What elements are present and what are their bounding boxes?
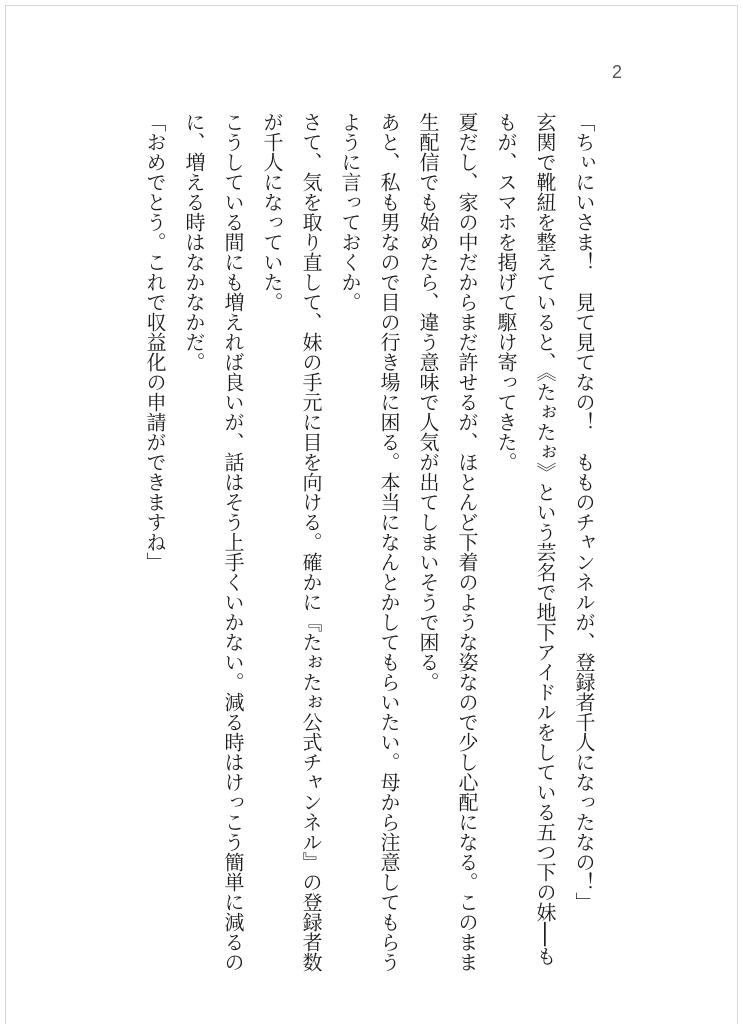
paragraph-4: あと、私も男なので目の行き場に困る。本当になんとかしてもらいたい。母から注意してもらうように言っておくか。 <box>338 112 401 972</box>
paragraph-5: さて、気を取り直して、妹の手元に目を向ける。確かに『たぉたぉ公式チャンネル』の登録者数が千人になっていた。 <box>260 112 323 972</box>
paragraph-6: こうしている間にも増えれば良いが、話はそう上手くいかない。減る時はけっこう簡単に減るのに、増える時はなかなかだ。 <box>182 112 245 972</box>
document-page <box>5 5 738 1024</box>
vertical-body-text <box>135 112 603 972</box>
paragraph-1: 「ちぃにいさま！ 見て見てなの！ もものチャンネルが、登録者千人になったなの！」 <box>572 112 596 912</box>
paragraph-3: 夏だし、家の中だからまだ許せるが、ほとんど下着のような姿なので少し心配になる。このまま生配信でも始めたら、違う意味で人気が出てしまいそうで困る。 <box>416 112 479 972</box>
paragraph-7: 「おめでとう。これで収益化の申請ができますね」 <box>143 112 167 572</box>
paragraph-2: 玄関で靴紐を整えていると、《たぉたぉ》という芸名で地下アイドルをしている五つ下の妹──ももが、スマホを掲げて駆け寄ってきた。 <box>494 112 557 967</box>
page-number: 2 <box>612 62 623 82</box>
